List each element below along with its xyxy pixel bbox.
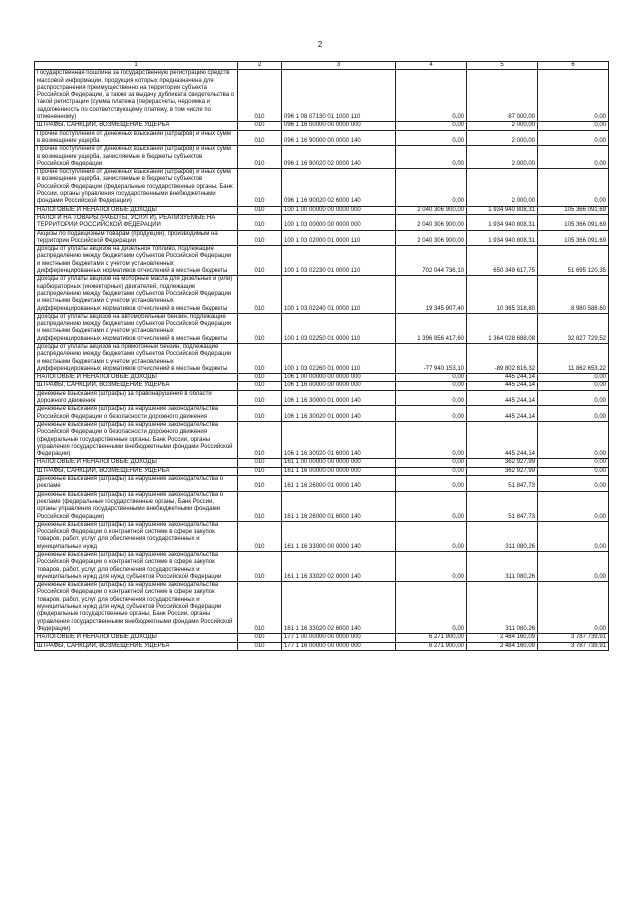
column-header: 4: [396, 62, 467, 70]
row-line-code: 010: [238, 246, 282, 276]
row-line-code: 010: [238, 313, 282, 343]
row-line-code: 010: [238, 390, 282, 406]
row-unexecuted-amount: 0,00: [538, 521, 609, 551]
row-unexecuted-amount: 0,00: [538, 467, 609, 475]
row-budget-code: 161 1 00 00000 00 0000 000: [282, 459, 396, 467]
row-approved-amount: 0,00: [396, 406, 467, 422]
row-name: Денежные взыскания (штрафы) за нарушение законодательства о рекламе (федеральные государственные органы, Банк России, органы управления государственными внебюджетными фондами Российской Федерации): [35, 491, 238, 521]
row-line-code: 010: [238, 521, 282, 551]
row-approved-amount: 0,00: [396, 146, 467, 169]
row-name: Денежные взыскания (штрафы) за нарушение законодательства Российской Федерации о контрактной системе в сфере закупок товаров, работ, услуг для обеспечения государственных и муниципальных нужд для нужд субъектов Российской Федерации (федеральные государственные органы, Банк России, органы управления государственными внебюджетными фондами Российской Федерации): [35, 582, 238, 634]
column-header: 3: [282, 62, 396, 70]
row-name: Акцизы по подакцизным товарам (продукции), производимым на территории Российской Федерации: [35, 230, 238, 246]
row-line-code: 010: [238, 642, 282, 650]
row-budget-code: 177 1 16 00000 00 0000 000: [282, 642, 396, 650]
row-budget-code: 100 1 03 02260 01 0000 110: [282, 343, 396, 373]
row-approved-amount: 0,00: [396, 521, 467, 551]
row-line-code: 010: [238, 130, 282, 146]
row-approved-amount: 0,00: [396, 130, 467, 146]
row-budget-code: 161 1 16 26000 01 6000 140: [282, 491, 396, 521]
row-approved-amount: 0,00: [396, 374, 467, 382]
table-row: [35, 382, 609, 390]
row-approved-amount: 0,00: [396, 390, 467, 406]
revenue-table: [34, 61, 609, 651]
row-name: Денежные взыскания (штрафы) за нарушение законодательства Российской Федерации о контрактной системе в сфере закупок товаров, работ, услуг для обеспечения государственных и муниципальных нужд для нужд субъектов Российской Федерации: [35, 552, 238, 582]
row-budget-code: 100 1 03 02240 01 0000 110: [282, 276, 396, 313]
row-unexecuted-amount: 32 827 729,52: [538, 313, 609, 343]
row-budget-code: 161 1 16 33020 02 6000 140: [282, 582, 396, 634]
row-name: НАЛОГОВЫЕ И НЕНАЛОГОВЫЕ ДОХОДЫ: [35, 459, 238, 467]
row-line-code: 010: [238, 70, 282, 122]
row-unexecuted-amount: 105 366 091,69: [538, 214, 609, 230]
row-line-code: 010: [238, 343, 282, 373]
row-approved-amount: 0,00: [396, 467, 467, 475]
row-line-code: 010: [238, 582, 282, 634]
row-unexecuted-amount: 0,00: [538, 122, 609, 130]
row-budget-code: 161 1 16 26000 01 0000 140: [282, 476, 396, 492]
row-name: Денежные взыскания (штрафы) за нарушение законодательства Российской Федерации о безопасности дорожного движения (федеральные государственные органы, Банк России, органы управления государственными внебюджетными фондами Российской Федерации): [35, 421, 238, 458]
table-row: [35, 374, 609, 382]
table-row: [35, 421, 609, 458]
row-line-code: 010: [238, 491, 282, 521]
row-budget-code: 096 1 08 07130 01 1000 110: [282, 70, 396, 122]
table-row: [35, 634, 609, 642]
row-line-code: 010: [238, 146, 282, 169]
table-row: [35, 130, 609, 146]
row-executed-amount: 445 244,14: [467, 390, 538, 406]
row-executed-amount: 445 244,14: [467, 382, 538, 390]
table-row: [35, 230, 609, 246]
row-executed-amount: 51 847,73: [467, 476, 538, 492]
table-row: [35, 406, 609, 422]
row-unexecuted-amount: 0,00: [538, 421, 609, 458]
row-executed-amount: 650 349 617,75: [467, 246, 538, 276]
row-budget-code: 096 1 16 90000 00 0000 140: [282, 130, 396, 146]
row-approved-amount: 0,00: [396, 70, 467, 122]
row-executed-amount: 362 927,99: [467, 467, 538, 475]
row-name: ШТРАФЫ, САНКЦИИ, ВОЗМЕЩЕНИЕ УЩЕРБА: [35, 382, 238, 390]
row-name: Денежные взыскания (штрафы) за нарушение законодательства Российской Федерации о контрактной системе в сфере закупок товаров, работ, услуг для обеспечения государственных и муниципальных нужд: [35, 521, 238, 551]
row-name: НАЛОГОВЫЕ И НЕНАЛОГОВЫЕ ДОХОДЫ: [35, 206, 238, 214]
row-unexecuted-amount: 3 787 739,91: [538, 634, 609, 642]
row-budget-code: 106 1 16 30020 01 0000 140: [282, 406, 396, 422]
row-executed-amount: 1 934 940 808,31: [467, 230, 538, 246]
row-executed-amount: 1 934 940 808,31: [467, 214, 538, 230]
row-name: ШТРАФЫ, САНКЦИИ, ВОЗМЕЩЕНИЕ УЩЕРБА: [35, 122, 238, 130]
row-name: Доходы от уплаты акцизов на дизельное топливо, подлежащие распределению между бюджетами субъектов Российской Федерации и местными бюджетами с учетом установленных дифференцированных нормативов отчислений в местные бюджеты: [35, 246, 238, 276]
row-unexecuted-amount: 0,00: [538, 169, 609, 206]
row-name: Доходы от уплаты акцизов на автомобильный бензин, подлежащие распределению между бюджетами субъектов Российской Федерации и местными бюджетами с учетом установленных дифференцированных нормативов отчислений в местные бюджеты: [35, 313, 238, 343]
row-executed-amount: 1 364 028 688,08: [467, 313, 538, 343]
row-approved-amount: 0,00: [396, 459, 467, 467]
table-row: [35, 169, 609, 206]
table-row: [35, 390, 609, 406]
row-approved-amount: 6 271 900,00: [396, 634, 467, 642]
row-budget-code: 096 1 16 90020 02 6000 140: [282, 169, 396, 206]
table-row: [35, 521, 609, 551]
row-budget-code: 100 1 03 00000 00 0000 000: [282, 214, 396, 230]
row-budget-code: 106 1 16 30000 01 0000 140: [282, 390, 396, 406]
row-unexecuted-amount: 0,00: [538, 390, 609, 406]
row-executed-amount: 2 000,00: [467, 146, 538, 169]
table-row: [35, 467, 609, 475]
row-unexecuted-amount: 51 695 120,35: [538, 246, 609, 276]
row-executed-amount: 87 000,00: [467, 70, 538, 122]
row-unexecuted-amount: 3 787 739,91: [538, 642, 609, 650]
row-unexecuted-amount: 105 366 091,69: [538, 206, 609, 214]
row-line-code: 010: [238, 214, 282, 230]
row-unexecuted-amount: 0,00: [538, 552, 609, 582]
row-executed-amount: 2 000,00: [467, 122, 538, 130]
row-budget-code: 106 1 00 00000 00 0000 000: [282, 374, 396, 382]
row-executed-amount: 445 244,14: [467, 421, 538, 458]
column-header: 5: [467, 62, 538, 70]
row-approved-amount: 0,00: [396, 476, 467, 492]
row-line-code: 010: [238, 122, 282, 130]
row-unexecuted-amount: 0,00: [538, 382, 609, 390]
table-row: [35, 214, 609, 230]
row-executed-amount: 2 000,00: [467, 130, 538, 146]
row-name: Денежные взыскания (штрафы) за нарушение законодательства о рекламе: [35, 476, 238, 492]
row-unexecuted-amount: 0,00: [538, 146, 609, 169]
row-budget-code: 161 1 16 33000 00 0000 140: [282, 521, 396, 551]
row-approved-amount: 0,00: [396, 552, 467, 582]
row-unexecuted-amount: 8 980 588,60: [538, 276, 609, 313]
row-line-code: 010: [238, 467, 282, 475]
row-name: НАЛОГОВЫЕ И НЕНАЛОГОВЫЕ ДОХОДЫ: [35, 634, 238, 642]
row-approved-amount: -77 940 153,10: [396, 343, 467, 373]
row-budget-code: 100 1 03 02230 01 0000 110: [282, 246, 396, 276]
row-budget-code: 096 1 16 90020 02 0000 140: [282, 146, 396, 169]
row-line-code: 010: [238, 406, 282, 422]
row-executed-amount: 362 927,99: [467, 459, 538, 467]
row-approved-amount: 19 345 907,40: [396, 276, 467, 313]
row-name: ШТРАФЫ, САНКЦИИ, ВОЗМЕЩЕНИЕ УЩЕРБА: [35, 467, 238, 475]
table-row: [35, 146, 609, 169]
row-approved-amount: 0,00: [396, 582, 467, 634]
column-header: 2: [238, 62, 282, 70]
row-line-code: 010: [238, 374, 282, 382]
row-executed-amount: 10 365 318,80: [467, 276, 538, 313]
row-unexecuted-amount: 0,00: [538, 406, 609, 422]
row-budget-code: 100 1 03 02250 01 0000 110: [282, 313, 396, 343]
table-row: [35, 459, 609, 467]
row-approved-amount: 2 040 306 900,00: [396, 230, 467, 246]
row-approved-amount: 0,00: [396, 491, 467, 521]
row-line-code: 010: [238, 476, 282, 492]
row-unexecuted-amount: 0,00: [538, 374, 609, 382]
row-unexecuted-amount: 0,00: [538, 70, 609, 122]
page-number: 2: [317, 40, 323, 49]
column-header: 6: [538, 62, 609, 70]
row-unexecuted-amount: 0,00: [538, 476, 609, 492]
row-executed-amount: 51 847,73: [467, 491, 538, 521]
row-executed-amount: 1 934 940 808,31: [467, 206, 538, 214]
table-row: [35, 246, 609, 276]
row-unexecuted-amount: 0,00: [538, 459, 609, 467]
row-budget-code: 100 1 03 02000 01 0000 110: [282, 230, 396, 246]
row-budget-code: 161 1 16 33020 02 0000 140: [282, 552, 396, 582]
row-approved-amount: 1 396 856 417,60: [396, 313, 467, 343]
table-row: [35, 70, 609, 122]
row-executed-amount: 445 244,14: [467, 406, 538, 422]
row-line-code: 010: [238, 169, 282, 206]
row-unexecuted-amount: 0,00: [538, 130, 609, 146]
row-approved-amount: 6 271 900,00: [396, 642, 467, 650]
row-name: Государственная пошлина за государственную регистрацию средств массовой информации, продукция которых предназначена для распространения преимущественно на территории субъекта Российской Федерации, а также за выдачу дубликата свидетельства о такой регистрации (сумма платежа (перерасчеты, недоимка и задолженность по соответствующему платежу, в том числе по отмененному): [35, 70, 238, 122]
table-row: [35, 206, 609, 214]
row-budget-code: 106 1 16 00000 00 0000 000: [282, 382, 396, 390]
row-approved-amount: 2 040 306 900,00: [396, 206, 467, 214]
row-line-code: 010: [238, 276, 282, 313]
row-line-code: 010: [238, 230, 282, 246]
row-executed-amount: 311 080,26: [467, 521, 538, 551]
table-row: [35, 552, 609, 582]
row-name: НАЛОГОВЫЕ И НЕНАЛОГОВЫЕ ДОХОДЫ: [35, 374, 238, 382]
table-row: [35, 491, 609, 521]
row-approved-amount: 0,00: [396, 169, 467, 206]
row-executed-amount: 2 484 160,09: [467, 634, 538, 642]
row-name: Денежные взыскания (штрафы) за нарушение законодательства Российской Федерации о безопасности дорожного движения: [35, 406, 238, 422]
row-executed-amount: 2 484 160,09: [467, 642, 538, 650]
row-name: Прочие поступления от денежных взысканий (штрафов) и иных сумм в возмещение ущерба: [35, 130, 238, 146]
row-budget-code: 161 1 16 00000 00 0000 000: [282, 467, 396, 475]
row-line-code: 010: [238, 382, 282, 390]
row-line-code: 010: [238, 634, 282, 642]
row-executed-amount: 311 080,26: [467, 582, 538, 634]
table-row: [35, 582, 609, 634]
row-line-code: 010: [238, 421, 282, 458]
column-header: 1: [35, 62, 238, 70]
row-name: Доходы от уплаты акцизов на моторные масла для дизельных и (или) карбюраторных (инжекторных) двигателей, подлежащие распределению между бюджетами субъектов Российской Федерации и местными бюджетами с учетом установленных дифференцированных нормативов отчислений в местные бюджеты: [35, 276, 238, 313]
row-approved-amount: 0,00: [396, 122, 467, 130]
row-budget-code: 106 1 16 30020 01 6000 140: [282, 421, 396, 458]
row-executed-amount: 445 244,14: [467, 374, 538, 382]
row-name: ШТРАФЫ, САНКЦИИ, ВОЗМЕЩЕНИЕ УЩЕРБА: [35, 642, 238, 650]
row-name: Доходы от уплаты акцизов на прямогонный бензин, подлежащие распределению между бюджетами субъектов Российской Федерации и местными бюджетами с учетом установленных дифференцированных нормативов отчислений в местные бюджеты: [35, 343, 238, 373]
row-unexecuted-amount: 105 366 091,69: [538, 230, 609, 246]
row-unexecuted-amount: 0,00: [538, 582, 609, 634]
row-budget-code: 096 1 16 00000 00 0000 000: [282, 122, 396, 130]
column-number-row: [35, 62, 609, 70]
row-approved-amount: 0,00: [396, 421, 467, 458]
table-row: [35, 343, 609, 373]
table-row: [35, 122, 609, 130]
row-executed-amount: -89 802 816,32: [467, 343, 538, 373]
row-line-code: 010: [238, 552, 282, 582]
row-approved-amount: 2 040 306 900,00: [396, 214, 467, 230]
row-name: Прочие поступления от денежных взысканий (штрафов) и иных сумм в возмещение ущерба, зачисляемые в бюджеты субъектов Российской Федерации: [35, 146, 238, 169]
table-row: [35, 476, 609, 492]
row-unexecuted-amount: 11 862 653,22: [538, 343, 609, 373]
row-name: Прочие поступления от денежных взысканий (штрафов) и иных сумм в возмещение ущерба, зачисляемые в бюджеты субъектов Российской Федерации (федеральные государственные органы, Банк России, органы управления государственными внебюджетными фондами Российской Федерации): [35, 169, 238, 206]
row-budget-code: 177 1 00 00000 00 0000 000: [282, 634, 396, 642]
row-name: Денежные взыскания (штрафы) за правонарушения в области дорожного движения: [35, 390, 238, 406]
row-executed-amount: 2 000,00: [467, 169, 538, 206]
row-approved-amount: 702 044 736,10: [396, 246, 467, 276]
row-name: НАЛОГИ НА ТОВАРЫ (РАБОТЫ, УСЛУГИ), РЕАЛИЗУЕМЫЕ НА ТЕРРИТОРИИ РОССИЙСКОЙ ФЕДЕРАЦИИ: [35, 214, 238, 230]
row-approved-amount: 0,00: [396, 382, 467, 390]
row-line-code: 010: [238, 459, 282, 467]
row-budget-code: 100 1 00 00000 00 0000 000: [282, 206, 396, 214]
table-row: [35, 642, 609, 650]
table-row: [35, 313, 609, 343]
table-row: [35, 276, 609, 313]
row-executed-amount: 311 080,26: [467, 552, 538, 582]
row-unexecuted-amount: 0,00: [538, 491, 609, 521]
row-line-code: 010: [238, 206, 282, 214]
